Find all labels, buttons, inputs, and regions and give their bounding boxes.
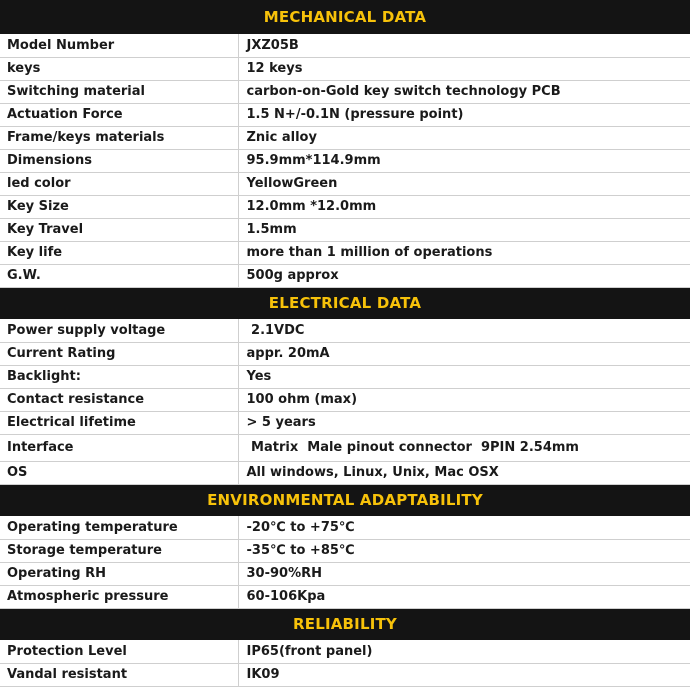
table-row [0, 80, 690, 103]
table-row [0, 539, 690, 562]
section-header-electrical [0, 287, 690, 319]
table-row [0, 365, 690, 388]
row-value: 1.5mm [238, 218, 690, 241]
row-value: 500g approx [238, 264, 690, 287]
row-value: more than 1 million of operations [238, 241, 690, 264]
row-value: 30-90%RH [238, 562, 690, 585]
row-label: G.W. [0, 264, 238, 287]
row-label: Switching material [0, 80, 238, 103]
row-label: Key Size [0, 195, 238, 218]
row-label: Vandal resistant [0, 663, 238, 686]
table-row [0, 172, 690, 195]
row-value: -20℃ to +75℃ [238, 516, 690, 539]
row-label: Protection Level [0, 640, 238, 663]
row-value: Yes [238, 365, 690, 388]
table-row [0, 562, 690, 585]
row-label: Contact resistance [0, 388, 238, 411]
row-value: 60-106Kpa [238, 585, 690, 608]
row-value: All windows, Linux, Unix, Mac OSX [238, 461, 690, 484]
table-row [0, 663, 690, 686]
table-row [0, 411, 690, 434]
row-label: Atmospheric pressure [0, 585, 238, 608]
row-label: Storage temperature [0, 539, 238, 562]
table-row [0, 149, 690, 172]
row-value: carbon-on-Gold key switch technology PCB [238, 80, 690, 103]
row-label: Key Travel [0, 218, 238, 241]
row-value: 12.0mm *12.0mm [238, 195, 690, 218]
table-row [0, 434, 690, 461]
row-value: 1.5 N+/-0.1N (pressure point) [238, 103, 690, 126]
row-label: Actuation Force [0, 103, 238, 126]
table-row [0, 388, 690, 411]
row-value: Znic alloy [238, 126, 690, 149]
row-label: Frame/keys materials [0, 126, 238, 149]
table-row [0, 126, 690, 149]
table-row [0, 34, 690, 57]
row-label: Electrical lifetime [0, 411, 238, 434]
row-label: Backlight: [0, 365, 238, 388]
row-label: led color [0, 172, 238, 195]
section-title: RELIABILITY [0, 608, 690, 640]
table-row [0, 264, 690, 287]
table-row [0, 218, 690, 241]
table-row [0, 461, 690, 484]
row-label: Power supply voltage [0, 319, 238, 342]
section-header-mechanical [0, 0, 690, 34]
table-row [0, 57, 690, 80]
row-label: Operating RH [0, 562, 238, 585]
row-value: IP65(front panel) [238, 640, 690, 663]
table-row [0, 342, 690, 365]
row-value: appr. 20mA [238, 342, 690, 365]
row-value: YellowGreen [238, 172, 690, 195]
row-value: IK09 [238, 663, 690, 686]
section-title: ELECTRICAL DATA [0, 287, 690, 319]
row-value: 100 ohm (max) [238, 388, 690, 411]
table-row [0, 241, 690, 264]
section-header-environmental [0, 484, 690, 516]
row-value: 95.9mm*114.9mm [238, 149, 690, 172]
table-row [0, 195, 690, 218]
table-row [0, 319, 690, 342]
row-label: Interface [0, 434, 238, 461]
row-value: JXZ05B [238, 34, 690, 57]
row-value: 2.1VDC [238, 319, 690, 342]
row-label: Model Number [0, 34, 238, 57]
section-header-reliability [0, 608, 690, 640]
row-label: Operating temperature [0, 516, 238, 539]
row-value: 12 keys [238, 57, 690, 80]
row-value: -35℃ to +85℃ [238, 539, 690, 562]
row-label: OS [0, 461, 238, 484]
table-row [0, 640, 690, 663]
row-label: keys [0, 57, 238, 80]
table-row [0, 585, 690, 608]
row-label: Key life [0, 241, 238, 264]
row-value: Matrix Male pinout connector 9PIN 2.54mm [238, 434, 690, 461]
row-label: Current Rating [0, 342, 238, 365]
section-title: MECHANICAL DATA [0, 0, 690, 34]
section-title: ENVIRONMENTAL ADAPTABILITY [0, 484, 690, 516]
row-label: Dimensions [0, 149, 238, 172]
table-row [0, 103, 690, 126]
row-value: > 5 years [238, 411, 690, 434]
table-row [0, 516, 690, 539]
